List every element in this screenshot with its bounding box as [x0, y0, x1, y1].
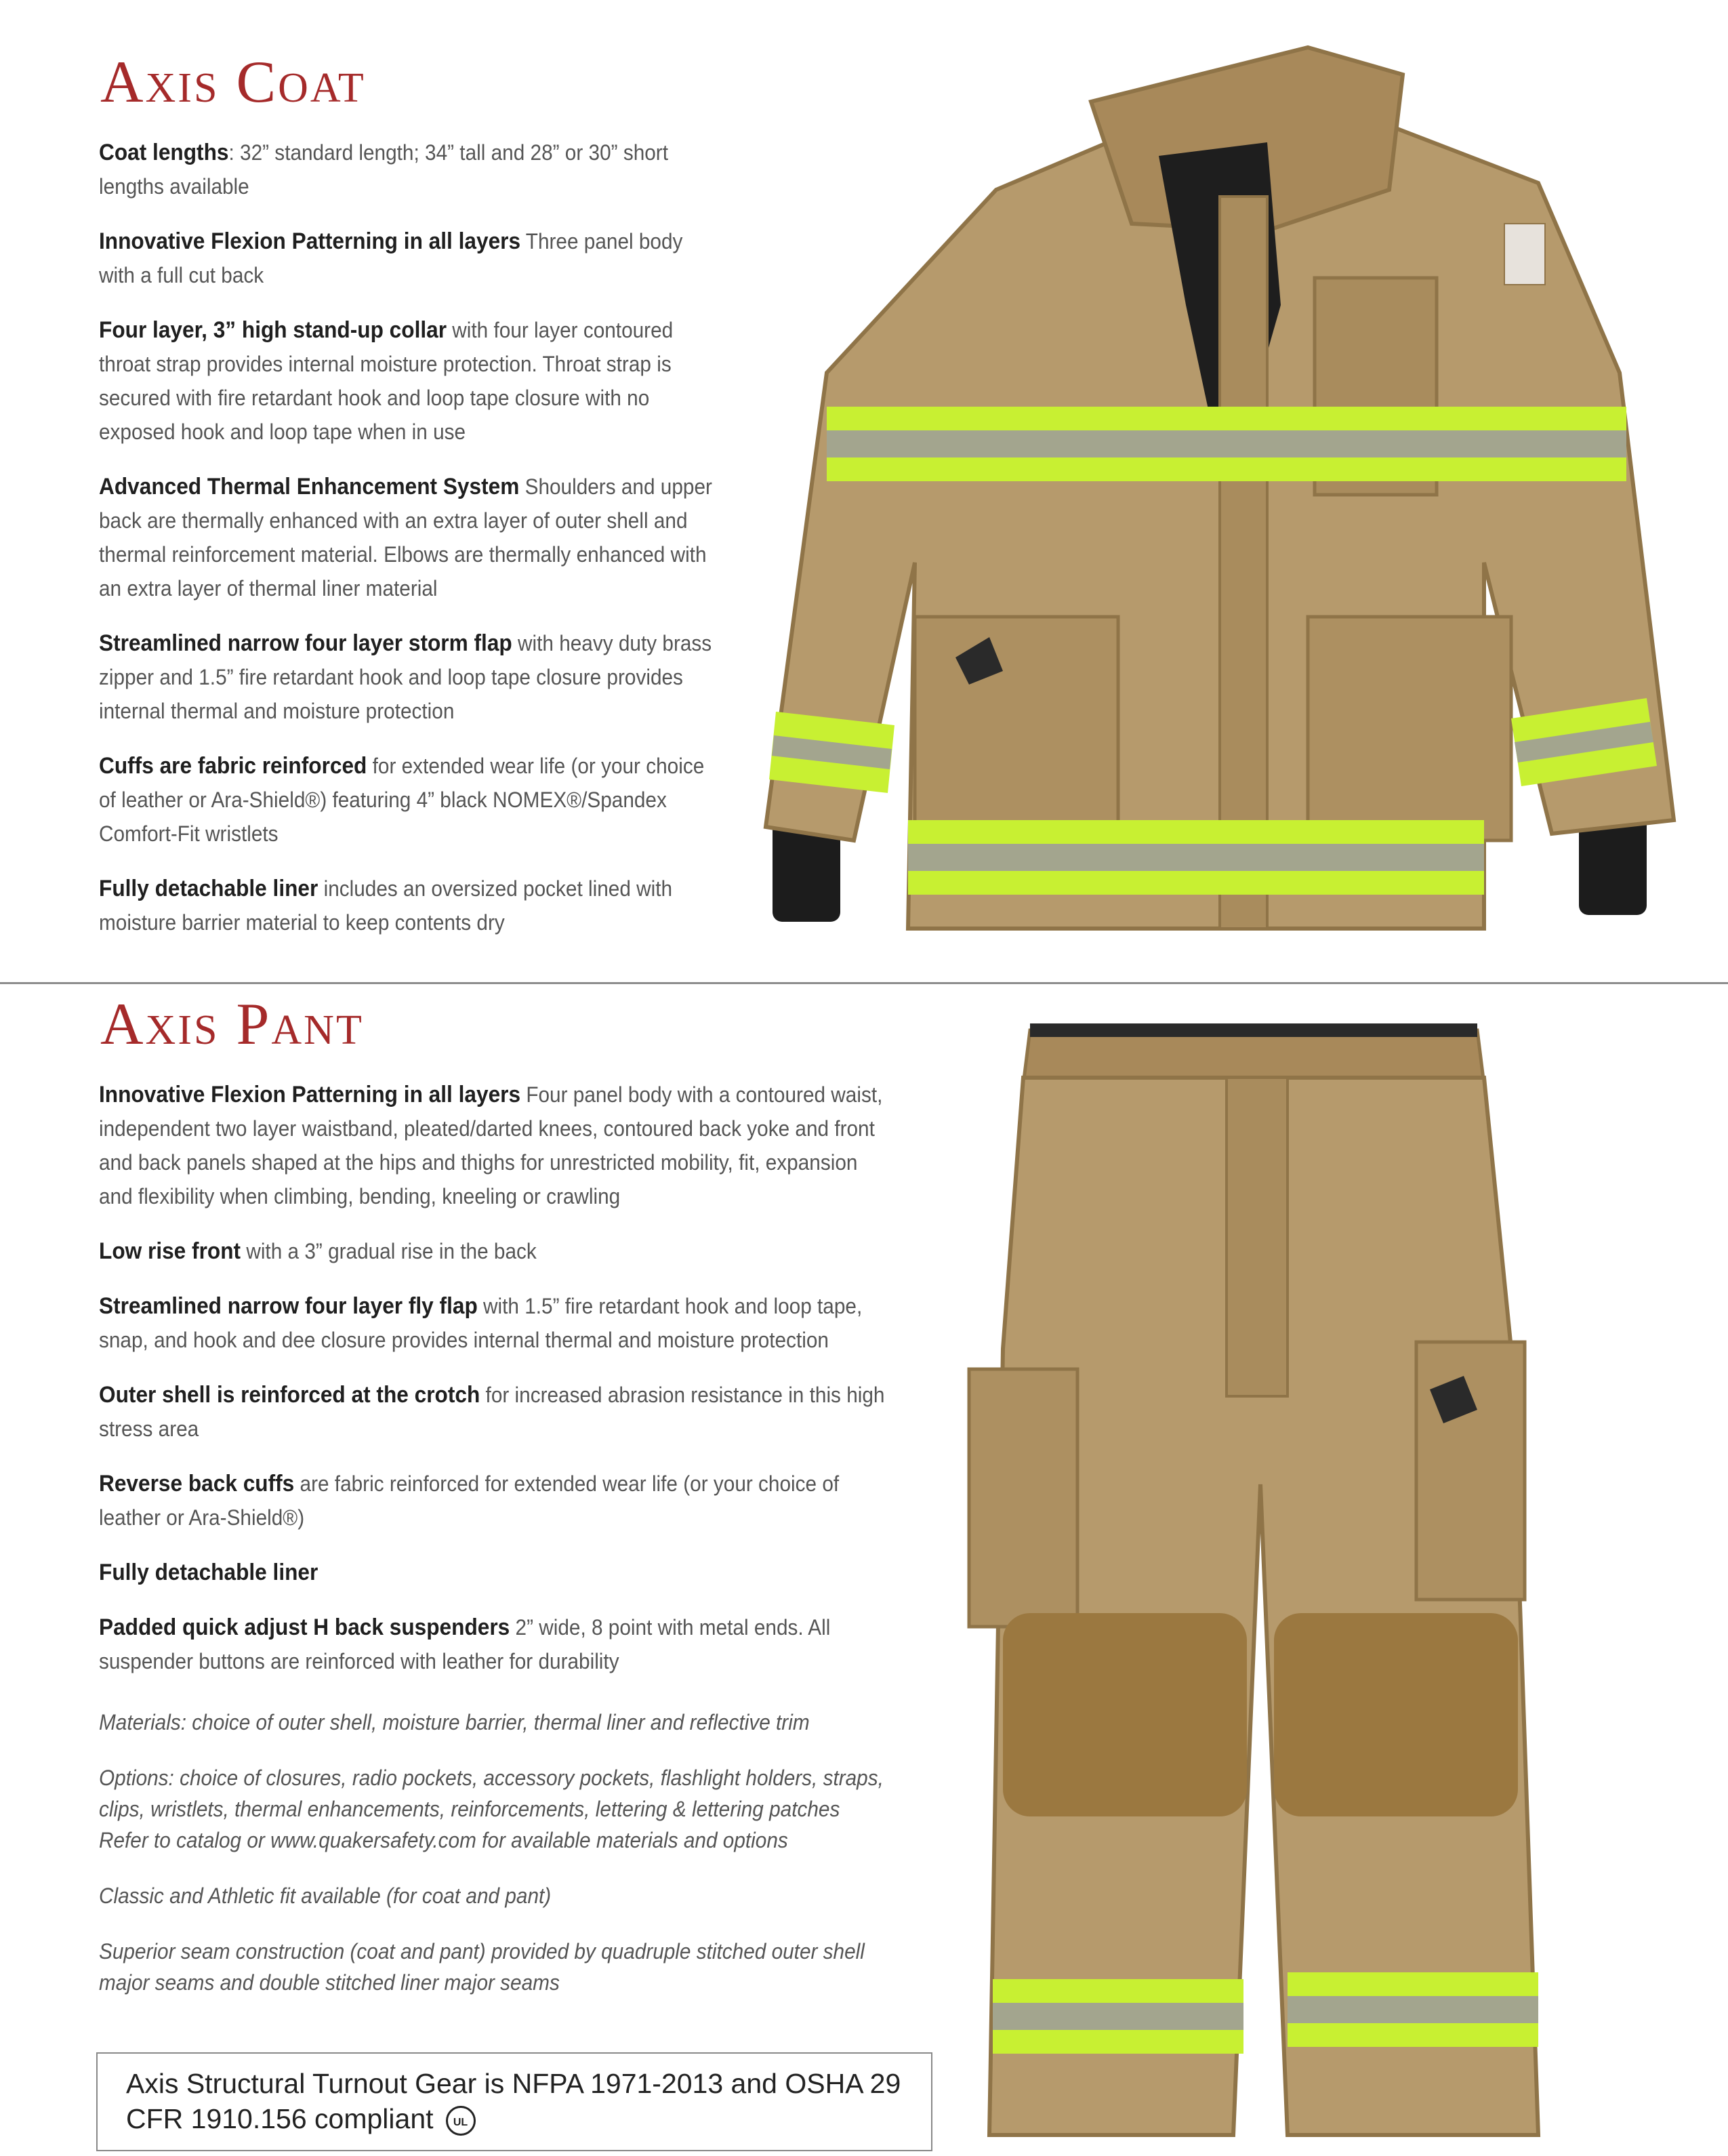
storm-flap — [1220, 197, 1267, 929]
chest-reflective-stripe — [827, 430, 1626, 457]
notes — [99, 1707, 946, 2022]
feature-text: 2” wide, 8 point with metal ends. All suspender buttons are reinforced with leather for durability — [99, 1615, 831, 1673]
coat-feature-list — [99, 136, 763, 960]
note-options-line: clips, wristlets, thermal enhancements, reinforcements, lettering & lettering patches — [99, 1797, 840, 1821]
pant-feature-low-rise — [99, 1234, 887, 1268]
coat-image — [752, 20, 1721, 956]
right-cargo-pocket — [1416, 1342, 1525, 1600]
feature-lead: Streamlined narrow four layer fly flap — [99, 1293, 478, 1319]
coat-title: Axis Coat — [100, 49, 366, 115]
left-cargo-pocket — [969, 1369, 1077, 1627]
feature-lead: Cuffs are fabric reinforced — [99, 753, 367, 779]
flag-patch — [1504, 224, 1545, 285]
feature-lead: Advanced Thermal Enhancement System — [99, 474, 520, 500]
feature-lead: Low rise front — [99, 1238, 241, 1264]
waist-lining — [1030, 1023, 1477, 1037]
note-options-line: Refer to catalog or www.quakersafety.com for available materials and options — [99, 1828, 788, 1852]
section-divider — [0, 982, 1728, 984]
left-cuff-reflective-stripe — [993, 2003, 1243, 2030]
coat-feature-liner — [99, 872, 716, 939]
fly-flap — [1227, 1078, 1288, 1396]
coat-feature-storm-flap — [99, 626, 716, 728]
coat-feature-collar — [99, 313, 716, 449]
feature-text: with four layer contoured throat strap provides internal moisture protection. Throat strap is secured with fire retardant hook and loop tape closure with no exposed hook and loop tape when in use — [99, 318, 674, 444]
feature-text: with 1.5” fire retardant hook and loop tape, snap, and hook and dee closure provides internal thermal and moisture protection — [99, 1294, 863, 1352]
feature-lead: Four layer, 3” high stand-up collar — [99, 317, 447, 343]
feature-lead: Fully detachable liner — [99, 876, 318, 901]
compliance-line — [126, 2101, 931, 2136]
compliance-line: Axis Structural Turnout Gear is NFPA 1971-2013 and OSHA 29 — [126, 2068, 901, 2099]
note-fit: Classic and Athletic fit available (for coat and pant) — [99, 1884, 552, 1908]
feature-text: Four panel body with a contoured waist, independent two layer waistband, pleated/darted knees, contoured back yoke and front and back panels shaped at the hips and thighs for unrestricted mobility, fit, expansion and flexibility when climbing, bending, kneeling or crawling — [99, 1082, 883, 1208]
feature-text: : 32” standard length; 34” tall and 28” or 30” short lengths available — [99, 140, 668, 199]
pant-feature-fly-flap — [99, 1289, 887, 1357]
hem-reflective-stripe — [908, 844, 1484, 871]
feature-text: with heavy duty brass zipper and 1.5” fire retardant hook and loop tape closure provides internal thermal and moisture protection — [99, 631, 712, 723]
feature-lead: Padded quick adjust H back suspenders — [99, 1614, 510, 1640]
feature-text: with a 3” gradual rise in the back — [241, 1239, 537, 1263]
right-cargo-pocket — [1308, 617, 1511, 840]
feature-lead: Outer shell is reinforced at the crotch — [99, 1382, 480, 1408]
ul-classified-icon: UL — [446, 2106, 476, 2136]
left-cargo-pocket — [915, 617, 1118, 840]
note-materials: Materials: choice of outer shell, moisture barrier, thermal liner and reflective trim — [99, 1710, 810, 1734]
coat-feature-lengths — [99, 136, 716, 203]
pant-title: Axis Pant — [100, 992, 364, 1057]
feature-lead: Innovative Flexion Patterning in all layers — [99, 1082, 521, 1107]
coat-feature-cuffs — [99, 749, 716, 851]
feature-text: for increased abrasion resistance in this high stress area — [99, 1383, 885, 1441]
compliance-text: CFR 1910.156 compliant — [126, 2103, 434, 2134]
pant-feature-flexion — [99, 1078, 887, 1213]
note-options — [99, 1762, 887, 1856]
pant-feature-cuffs — [99, 1467, 887, 1534]
left-knee-reinforcement — [1003, 1613, 1247, 1816]
coat-feature-flexion — [99, 224, 716, 292]
coat-feature-thermal — [99, 470, 716, 605]
feature-text: for extended wear life (or your choice of leather or Ara-Shield®) featuring 4” black NOMEX®/Spandex Comfort-Fit wristlets — [99, 754, 705, 846]
feature-lead: Streamlined narrow four layer storm flap — [99, 630, 512, 656]
feature-lead: Coat lengths — [99, 140, 229, 165]
right-knee-reinforcement — [1274, 1613, 1518, 1816]
compliance-box — [96, 2052, 932, 2151]
feature-lead: Innovative Flexion Patterning in all layers — [99, 228, 521, 254]
pant-feature-crotch — [99, 1378, 887, 1446]
feature-text: Shoulders and upper back are thermally enhanced with an extra layer of outer shell and thermal reinforcement material. Elbows are thermally enhanced with an extra layer of thermal liner material — [99, 474, 712, 601]
feature-text: includes an oversized pocket lined with moisture barrier material to keep contents dry — [99, 876, 673, 935]
feature-lead: Reverse back cuffs — [99, 1471, 295, 1497]
pant-image — [949, 1010, 1559, 2149]
pant-feature-list — [99, 1078, 946, 1699]
right-cuff-reflective-stripe — [1288, 1996, 1538, 2023]
feature-lead: Fully detachable liner — [99, 1560, 318, 1585]
note-seams: Superior seam construction (coat and pant) provided by quadruple stitched outer shell major seams and double stitched liner major seams — [99, 1939, 865, 1995]
note-options-line: Options: choice of closures, radio pockets, accessory pockets, flashlight holders, straps, — [99, 1766, 884, 1790]
pant-feature-suspenders — [99, 1610, 887, 1678]
feature-text: Three panel body with a full cut back — [99, 229, 683, 287]
pant-feature-liner — [99, 1555, 887, 1589]
feature-text: are fabric reinforced for extended wear life (or your choice of leather or Ara-Shield®) — [99, 1471, 840, 1530]
